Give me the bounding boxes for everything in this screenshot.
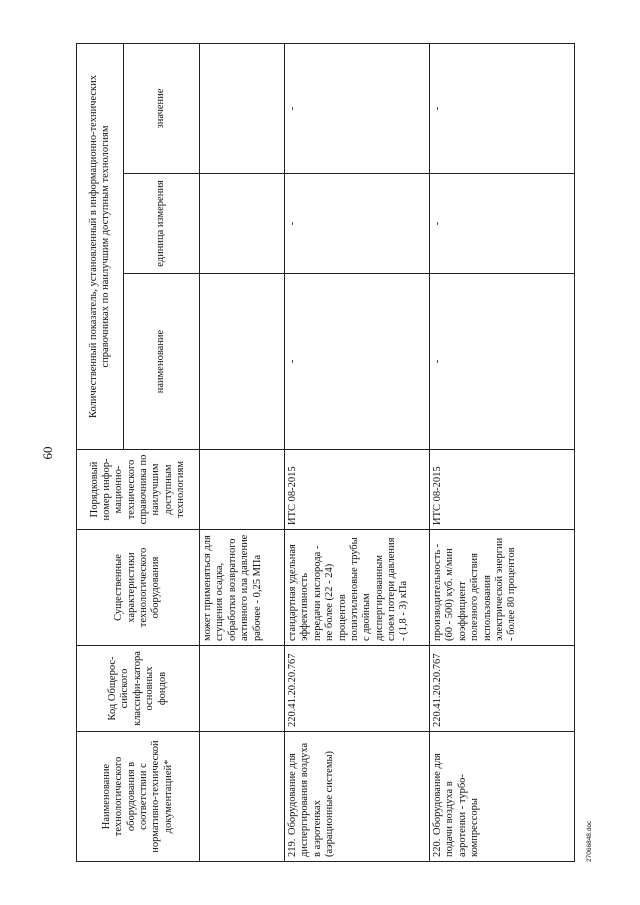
cell-its: ИТС 08-2015 (285, 450, 430, 530)
cell-code: 220.41.20.20.767 (430, 646, 575, 732)
cell-code (200, 646, 285, 732)
cell-characteristics: стандартная удельная эффективность передачи кислорода - не более (22 - 24) процентов полиэтиленовые трубы с двойным диспергированным слоем потери давления - (1,8 - 3) кПа (285, 530, 430, 646)
cell-name (430, 732, 575, 862)
cell-quant-value: - (430, 43, 575, 173)
cell-quant-unit (200, 174, 285, 274)
cell-quant-value: - (285, 43, 430, 173)
header-its-number: Порядковый номер инфор-мационно-технического справочника по наилучшим доступным технологиям (77, 450, 200, 530)
table-row (285, 43, 430, 861)
row-name: Оборудование для подачи воздуха в аэротенки - турбо-компрессоры (432, 753, 481, 857)
header-quant-group: Количественный показатель, установленный в информационно-технических справочниках по наилучшим доступным технологиям (77, 43, 124, 449)
page-number: 60 (40, 446, 55, 460)
cell-quant-unit: - (430, 174, 575, 274)
row-number: 220. (432, 838, 443, 857)
header-row-top (77, 43, 124, 861)
cell-characteristics: производительность - (60 - 500) куб. м/мин коэффициент полезного действия использования электрической энергии - более 80 процентов (430, 530, 575, 646)
header-quant-value: значение (124, 43, 200, 173)
header-code: Код Общерос-сийского классифи-катора основных фондов (77, 646, 200, 732)
table-row-continuation (200, 43, 285, 861)
row-name: Оборудование для диспергирования воздуха в аэротенках (аэрационные системы) (287, 742, 336, 857)
cell-quant-value (200, 43, 285, 173)
cell-quant-name: - (285, 274, 430, 450)
cell-name (200, 732, 285, 862)
cell-characteristics: может применяться для сгущения осадка, обработки возвратного активного ила давление рабочее - 0,25 МПа (200, 530, 285, 646)
cell-quant-name (200, 274, 285, 450)
cell-its (200, 450, 285, 530)
cell-its: ИТС 08-2015 (430, 450, 575, 530)
header-quant-unit: единица измерения (124, 174, 200, 274)
cell-code: 220.41.20.20.767 (285, 646, 430, 732)
table-row (430, 43, 575, 861)
header-name: Наименование технологического оборудования в соответствии с нормативно-технической документацией* (77, 732, 200, 862)
header-characteristics: Существенные характеристики технологического оборудования (77, 530, 200, 646)
header-quant-name: наименование (124, 274, 200, 450)
rotated-page (38, 44, 600, 862)
doc-code: 27066848.doc (586, 820, 593, 862)
cell-quant-name: - (430, 274, 575, 450)
cell-name (285, 732, 430, 862)
cell-quant-unit: - (285, 174, 430, 274)
equipment-table (76, 43, 575, 862)
row-number: 219. (287, 838, 298, 857)
